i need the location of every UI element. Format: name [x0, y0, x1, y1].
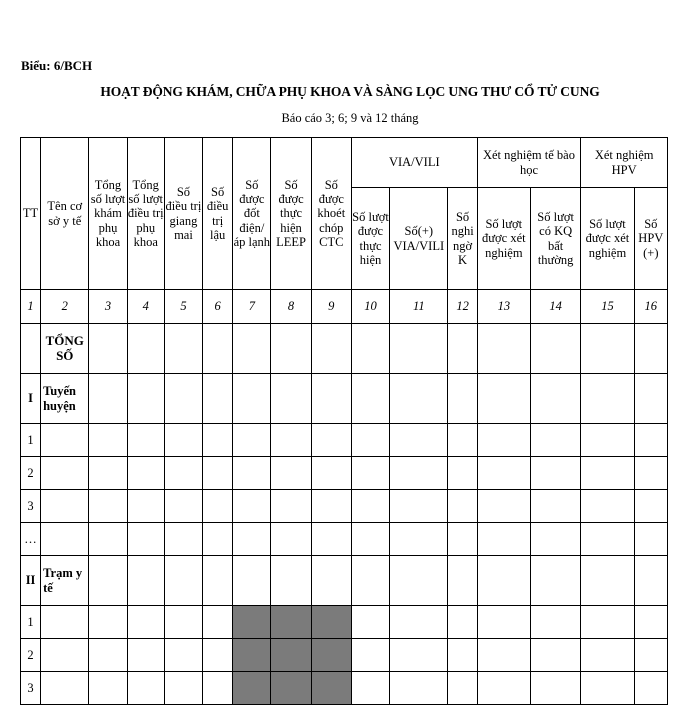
table-row [21, 523, 668, 556]
table-cell [448, 606, 477, 639]
table-cell [127, 639, 164, 672]
shaded-cell [271, 639, 311, 672]
table-cell [351, 424, 389, 457]
header-cautery-cryo: Số được đốt điện/ áp lạnh [233, 138, 271, 290]
table-cell [351, 639, 389, 672]
table-cell [89, 457, 127, 490]
column-number: 1 [21, 290, 41, 324]
table-cell [448, 374, 477, 424]
table-cell [390, 606, 448, 639]
table-cell [477, 490, 530, 523]
table-cell [530, 523, 580, 556]
row-number: 2 [21, 457, 41, 490]
table-cell [311, 457, 351, 490]
header-hpv-tested: Số lượt được xét nghiệm [581, 188, 634, 290]
table-cell [89, 606, 127, 639]
table-cell [233, 556, 271, 606]
row-number: … [21, 523, 41, 556]
table-cell [530, 606, 580, 639]
header-group-via-vili: VIA/VILI [351, 138, 477, 188]
table-cell [581, 556, 634, 606]
table-cell [233, 523, 271, 556]
column-number: 7 [233, 290, 271, 324]
header-tt: TT [21, 138, 41, 290]
column-number: 9 [311, 290, 351, 324]
table-cell [351, 324, 389, 374]
table-cell [311, 324, 351, 374]
report-table [20, 137, 668, 705]
shaded-cell [233, 639, 271, 672]
table-cell [41, 424, 89, 457]
table-cell [351, 523, 389, 556]
table-cell [390, 556, 448, 606]
table-cell [271, 374, 311, 424]
table-cell [581, 324, 634, 374]
table-cell [477, 639, 530, 672]
table-cell [530, 556, 580, 606]
table-cell [634, 457, 667, 490]
table-cell [581, 523, 634, 556]
table-cell [89, 374, 127, 424]
table-cell [390, 324, 448, 374]
column-number: 15 [581, 290, 634, 324]
table-cell [203, 523, 233, 556]
table-cell [127, 490, 164, 523]
header-cytology-abnormal: Số lượt có KQ bất thường [530, 188, 580, 290]
column-number: 10 [351, 290, 389, 324]
column-number: 6 [203, 290, 233, 324]
table-cell [21, 324, 41, 374]
column-number: 14 [530, 290, 580, 324]
table-cell [127, 606, 164, 639]
table-cell [390, 523, 448, 556]
table-cell [164, 424, 202, 457]
table-cell [89, 639, 127, 672]
table-cell [530, 324, 580, 374]
section-label-commune: Trạm y tế [41, 556, 89, 606]
table-cell [311, 556, 351, 606]
column-number: 2 [41, 290, 89, 324]
column-number: 3 [89, 290, 127, 324]
table-cell [89, 556, 127, 606]
table-cell [203, 374, 233, 424]
header-hpv-positive: Số HPV (+) [634, 188, 667, 290]
section-roman: I [21, 374, 41, 424]
table-cell [89, 523, 127, 556]
section-roman: II [21, 556, 41, 606]
table-cell [233, 374, 271, 424]
column-number: 4 [127, 290, 164, 324]
table-cell [634, 490, 667, 523]
table-cell [89, 324, 127, 374]
table-cell [634, 374, 667, 424]
table-cell [164, 490, 202, 523]
column-number: 8 [271, 290, 311, 324]
header-via-count: Số lượt được thực hiện [351, 188, 389, 290]
table-cell [89, 490, 127, 523]
table-cell [271, 324, 311, 374]
table-cell [271, 556, 311, 606]
table-cell [448, 424, 477, 457]
table-cell [477, 424, 530, 457]
table-cell [351, 374, 389, 424]
table-cell [530, 490, 580, 523]
table-cell [271, 523, 311, 556]
table-cell [351, 490, 389, 523]
table-cell [390, 424, 448, 457]
table-cell [164, 606, 202, 639]
table-cell [164, 374, 202, 424]
table-cell [390, 490, 448, 523]
table-cell [634, 523, 667, 556]
column-number: 16 [634, 290, 667, 324]
table-cell [351, 556, 389, 606]
table-cell [634, 324, 667, 374]
table-cell [477, 457, 530, 490]
table-cell [581, 606, 634, 639]
header-suspected-cancer: Số nghi ngờ K [448, 188, 477, 290]
table-cell [203, 556, 233, 606]
header-facility: Tên cơ sở y tế [41, 138, 89, 290]
table-cell [271, 424, 311, 457]
report-subtitle: Báo cáo 3; 6; 9 và 12 tháng [281, 111, 419, 125]
header-total-gyn-treatments: Tổng số lượt điều trị phụ khoa [127, 138, 164, 290]
table-cell [233, 324, 271, 374]
shaded-cell [311, 606, 351, 639]
column-number-row [21, 290, 668, 324]
header-via-positive: Số(+) VIA/VILI [390, 188, 448, 290]
table-cell [448, 490, 477, 523]
row-number: 2 [21, 639, 41, 672]
table-cell [477, 556, 530, 606]
row-number: 3 [21, 672, 41, 705]
table-cell [41, 490, 89, 523]
table-cell [233, 424, 271, 457]
shaded-cell [233, 606, 271, 639]
table-cell [203, 457, 233, 490]
form-code: Biểu: 6/BCH [21, 58, 93, 73]
table-cell [581, 374, 634, 424]
table-cell [311, 490, 351, 523]
table-cell [164, 556, 202, 606]
shaded-cell [311, 639, 351, 672]
column-number: 5 [164, 290, 202, 324]
table-cell [164, 523, 202, 556]
table-cell [477, 374, 530, 424]
table-cell [390, 639, 448, 672]
table-cell [127, 374, 164, 424]
column-number: 13 [477, 290, 530, 324]
table-cell [127, 556, 164, 606]
table-cell [271, 457, 311, 490]
district-rows [21, 424, 668, 556]
table-cell [634, 606, 667, 639]
commune-rows [21, 606, 668, 705]
header-cytology-tested: Số lượt được xét nghiệm [477, 188, 530, 290]
table-cell [41, 606, 89, 639]
table-cell [203, 424, 233, 457]
table-cell [164, 457, 202, 490]
table-row [21, 424, 668, 457]
table-cell [530, 639, 580, 672]
table-cell [127, 523, 164, 556]
table-cell [390, 457, 448, 490]
header-row-group [21, 138, 668, 188]
table-row [21, 490, 668, 523]
table-cell [530, 457, 580, 490]
table-cell [89, 424, 127, 457]
column-number: 12 [448, 290, 477, 324]
table-cell [127, 324, 164, 374]
header-group-cytology: Xét nghiệm tế bào học [477, 138, 581, 188]
table-cell [448, 639, 477, 672]
table-cell [634, 556, 667, 606]
table-cell [203, 324, 233, 374]
table-cell [233, 457, 271, 490]
table-cell [127, 457, 164, 490]
table-cell [634, 639, 667, 672]
header-syphilis-treatments: Số điều trị giang mai [164, 138, 202, 290]
table-cell [41, 457, 89, 490]
section-label-district: Tuyến huyện [41, 374, 89, 424]
table-cell [581, 424, 634, 457]
header-leep: Số được thực hiện LEEP [271, 138, 311, 290]
table-cell [311, 424, 351, 457]
table-cell [311, 523, 351, 556]
table-cell [581, 457, 634, 490]
table-cell [164, 639, 202, 672]
report-title: HOẠT ĐỘNG KHÁM, CHỮA PHỤ KHOA VÀ SÀNG LỌC UNG THƯ CỔ TỬ CUNG [100, 84, 600, 99]
table-cell [448, 556, 477, 606]
table-cell [530, 424, 580, 457]
section-row-commune [21, 556, 668, 606]
table-cell [448, 457, 477, 490]
table-cell [390, 374, 448, 424]
table-cell [203, 639, 233, 672]
table-cell [233, 490, 271, 523]
section-row-district [21, 374, 668, 424]
table-cell [203, 490, 233, 523]
table-cell [581, 639, 634, 672]
table-cell [530, 374, 580, 424]
table-cell [41, 523, 89, 556]
table-cell [581, 490, 634, 523]
header-total-gyn-exams: Tổng số lượt khám phụ khoa [89, 138, 127, 290]
table-cell [203, 606, 233, 639]
table-cell [351, 457, 389, 490]
table-cell [41, 639, 89, 672]
header-gonorrhea-treatments: Số điều trị lậu [203, 138, 233, 290]
table-cell [164, 324, 202, 374]
table-row [21, 606, 668, 639]
total-label: TỔNG SỐ [41, 324, 89, 374]
table-cell [311, 374, 351, 424]
table-cell [477, 324, 530, 374]
table-cell [271, 490, 311, 523]
shaded-cell [271, 606, 311, 639]
row-number: 1 [21, 424, 41, 457]
total-row [21, 324, 668, 374]
table-cell [351, 606, 389, 639]
table-cell [127, 424, 164, 457]
table-cell [634, 424, 667, 457]
table-cell [477, 523, 530, 556]
table-cell [477, 606, 530, 639]
table-cell [448, 523, 477, 556]
column-number: 11 [390, 290, 448, 324]
header-group-hpv: Xét nghiệm HPV [581, 138, 668, 188]
table-cell [448, 324, 477, 374]
row-number: 3 [21, 490, 41, 523]
header-cone-biopsy: Số được khoét chóp CTC [311, 138, 351, 290]
table-row [21, 457, 668, 490]
table-row [21, 639, 668, 672]
row-number: 1 [21, 606, 41, 639]
